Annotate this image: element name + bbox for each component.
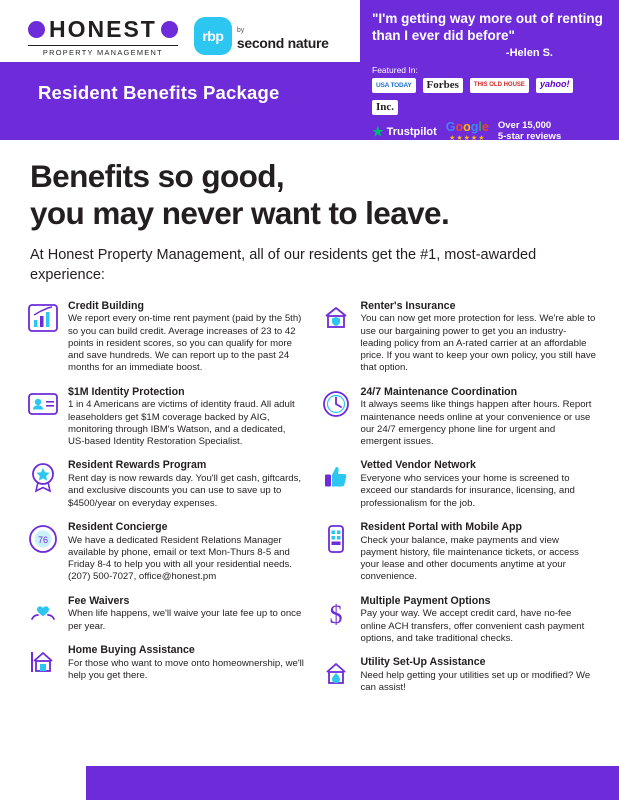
- benefit-title: Home Buying Assistance: [68, 643, 195, 656]
- benefit-resident-portal: [319, 521, 598, 584]
- benefit-text: [68, 300, 305, 375]
- benefit-text: [68, 595, 305, 633]
- benefits-column-right: [319, 300, 598, 706]
- honest-property-management-logo: [28, 16, 178, 57]
- benefits-grid: [0, 286, 619, 706]
- benefit-title: Renter's Insurance: [360, 299, 456, 312]
- review-badges: [372, 121, 605, 143]
- honest-logo-name: HONEST: [49, 15, 157, 42]
- benefit-title: Utility Set-Up Assistance: [360, 656, 486, 669]
- benefit-desc: Rent day is now rewards day. You'll get cash, giftcards, and exclusive discounts you can use to save up to $4500/year on everyday expenses.: [68, 473, 302, 509]
- svg-text:$: $: [329, 599, 342, 629]
- headline: [30, 158, 589, 231]
- benefit-title: Multiple Payment Options: [360, 594, 491, 607]
- google-label: Google: [445, 120, 489, 135]
- page-header: [0, 0, 619, 140]
- rbp-badge: rbp: [194, 17, 232, 55]
- benefit-fee-waivers: [26, 595, 305, 633]
- benefit-title: Resident Portal with Mobile App: [360, 520, 522, 533]
- subheadline: At Honest Property Management, all of our residents get the #1, most-awarded experience:: [30, 247, 537, 284]
- benefit-identity-protection: [26, 386, 305, 449]
- benefits-column-left: [26, 300, 305, 706]
- benefit-desc: When life happens, we'll waive your late fee up to once per year.: [68, 608, 302, 632]
- testimonial-attribution: -Helen S.: [505, 46, 553, 59]
- benefit-renters-insurance: [319, 300, 598, 375]
- benefit-text: [361, 521, 598, 584]
- benefit-title: Vetted Vendor Network: [360, 459, 476, 472]
- benefit-desc: 1 in 4 Americans are victims of identity fraud. All adult leaseholders get $1M coverage backed by AIG, monitoring through IBM's Watson, and a dedicated, US-based Identity Restoration Specialist.: [68, 399, 295, 448]
- dollar-sign-icon: [319, 595, 353, 629]
- featured-in-label: Featured In:: [372, 64, 418, 75]
- benefit-vetted-vendor-network: [319, 459, 598, 510]
- house-shield-icon: [319, 300, 353, 334]
- second-nature-by: by: [236, 27, 245, 34]
- benefit-home-buying-assistance: [26, 644, 305, 682]
- headline-block: [0, 140, 619, 231]
- headline-line-2: you may never want to leave.: [30, 194, 450, 231]
- press-badges: [372, 78, 605, 115]
- benefit-resident-concierge: [26, 521, 305, 584]
- mobile-phone-icon: [319, 521, 353, 555]
- benefit-payment-options: [319, 595, 598, 646]
- thumbs-up-icon: [319, 459, 353, 493]
- benefit-desc: Pay your way. We accept credit card, have no-fee online ACH transfers, offer convenient cash payment options, and take traditional checks.: [360, 608, 585, 644]
- badge-this-old-house: THIS OLD HOUSE: [470, 78, 529, 93]
- reviews-count: [498, 121, 561, 143]
- benefit-desc: For those who want to move onto homeownership, we'll help you get there.: [68, 657, 304, 681]
- benefit-desc: Need help getting your utilities set up or modified? We can assist!: [360, 669, 591, 694]
- benefit-title: Fee Waivers: [68, 594, 130, 607]
- benefit-text: [361, 386, 598, 449]
- rbp-second-nature-logo: [194, 17, 329, 55]
- svg-text:76: 76: [37, 534, 49, 545]
- honest-dot-icon-2: [161, 21, 178, 38]
- header-left: [0, 0, 360, 140]
- badge-yahoo: yahoo!: [536, 78, 574, 93]
- testimonial-quote: "I'm getting way more out of renting than I ever did before": [372, 11, 603, 43]
- chart-growth-icon: [26, 300, 60, 334]
- benefit-title: 24/7 Maintenance Coordination: [360, 385, 518, 398]
- clock-icon: [319, 386, 353, 420]
- benefit-desc: You can now get more protection for less. We're able to use our bargaining power to get you an industry-leading policy from an A-rated carrier at an affordable price. If you want to keep your own policy, you still have that option.: [360, 313, 597, 374]
- benefit-title: Resident Concierge: [68, 520, 168, 533]
- benefit-text: [68, 386, 305, 449]
- benefit-desc: It always seems like things happen after hours. Report maintenance needs online at your convenience or use our 24/7 emergency phone line for urgent and emergent issues.: [360, 399, 592, 448]
- badge-inc: Inc.: [372, 100, 398, 115]
- star-icon: ★: [372, 123, 384, 139]
- headline-line-1: Benefits so good,: [30, 158, 285, 194]
- header-right: [360, 0, 619, 140]
- benefit-text: [361, 300, 598, 375]
- benefit-utility-setup: [319, 656, 598, 694]
- honest-logo-row: [28, 16, 178, 43]
- benefit-title: Credit Building: [68, 299, 144, 312]
- benefit-text: [361, 459, 598, 510]
- star-badge-icon: [26, 459, 60, 493]
- benefit-text: [361, 595, 598, 646]
- benefit-text: [68, 521, 305, 584]
- second-nature-text: [237, 20, 329, 52]
- reviews-line-2: 5-star reviews: [497, 130, 562, 142]
- badge-usa-today: USA TODAY: [372, 78, 416, 93]
- benefit-text: [68, 644, 305, 682]
- id-card-icon: [26, 386, 60, 420]
- honest-logo-tagline: PROPERTY MANAGEMENT: [28, 45, 178, 57]
- benefit-title: Resident Rewards Program: [68, 459, 207, 472]
- benefit-text: [68, 459, 305, 510]
- page-title: Resident Benefits Package: [38, 82, 280, 103]
- benefit-desc: Check your balance, make payments and view payment history, file maintenance tickets, or access your lease and other documents anytime at your convenience.: [360, 534, 579, 583]
- benefit-title: $1M Identity Protection: [68, 385, 185, 398]
- house-sign-icon: [26, 644, 60, 678]
- google-stars-icon: ★★★★★: [449, 134, 486, 142]
- concierge-bell-icon: [26, 521, 60, 555]
- footer-notch: [0, 766, 86, 800]
- benefit-credit-building: [26, 300, 305, 375]
- badge-forbes: Forbes: [423, 78, 463, 93]
- logos-row: [0, 8, 360, 64]
- trustpilot-label: Trustpilot: [386, 125, 437, 138]
- second-nature-name: second nature: [236, 35, 329, 51]
- trustpilot-badge: [372, 124, 437, 140]
- benefit-desc: Everyone who services your home is screened to exceed our standards for insurance, licensing, and professionalism for the job.: [360, 473, 575, 509]
- page-footer: [0, 766, 619, 800]
- benefit-text: [361, 656, 598, 694]
- benefit-resident-rewards: [26, 459, 305, 510]
- hands-heart-icon: [26, 595, 60, 629]
- benefit-desc: We have a dedicated Resident Relations Manager available by phone, email or text Mon-Thurs 8-5 and Friday 8-4 to help you with all your residential needs. (207) 500-7027, office@honest.pm: [68, 534, 292, 583]
- benefit-maintenance-coordination: [319, 386, 598, 449]
- benefit-desc: We report every on-time rent payment (paid by the 5th) so you can build credit. Average increases of 23 to 42 points in resident scores, so you can qualify for more and save hundreds. We can report up to the past 24 months for an immediate boost.: [68, 313, 302, 374]
- honest-dot-icon: [28, 21, 45, 38]
- utility-drop-icon: [319, 656, 353, 690]
- google-badge: [446, 121, 489, 142]
- reviews-line-1: Over 15,000: [497, 119, 552, 131]
